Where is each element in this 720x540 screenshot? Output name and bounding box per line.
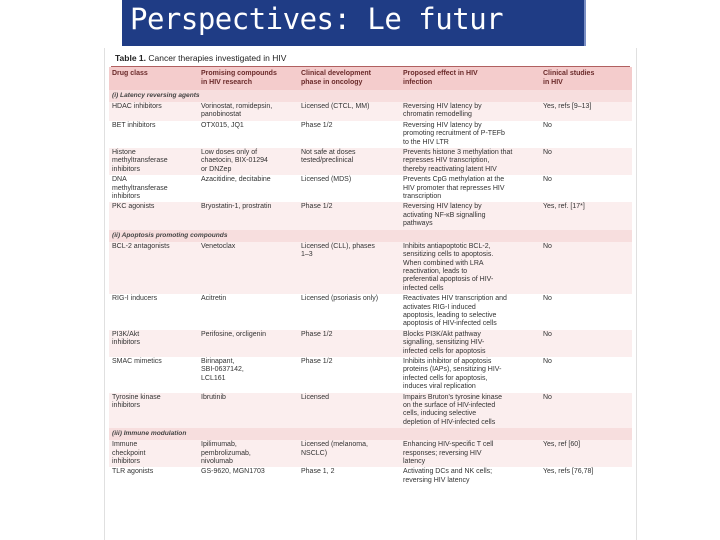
section-row xyxy=(109,90,632,102)
cell-compounds: Birinapant, SBI-0637142, LCL161 xyxy=(198,357,298,393)
table-caption-text: Cancer therapies investigated in HIV xyxy=(148,53,287,63)
table-row xyxy=(109,242,632,294)
table-body xyxy=(109,90,632,486)
section-row xyxy=(109,428,632,440)
cell-compounds: Vorinostat, romidepsin, panobinostat xyxy=(198,102,298,121)
cell-compounds: GS-9620, MGN1703 xyxy=(198,467,298,486)
cell-proposed-effect: Activating DCs and NK cells; reversing HIV latency xyxy=(400,467,540,486)
section-title: (ii) Apoptosis promoting compounds xyxy=(109,230,632,242)
table-row xyxy=(109,294,632,330)
section-row xyxy=(109,230,632,242)
cell-drug-class: PI3K/Akt inhibitors xyxy=(109,330,198,357)
cell-proposed-effect: Prevents histone 3 methylation that represses HIV transcription, thereby reactivating latent HIV xyxy=(400,148,540,175)
cell-proposed-effect: Impairs Bruton's tyrosine kinase on the surface of HIV-infected cells, inducing selective depletion of HIV-infected cells xyxy=(400,393,540,429)
cell-clinical-studies: Yes, ref [60] xyxy=(540,440,632,467)
cell-compounds: Venetoclax xyxy=(198,242,298,294)
cell-clinical-phase: Phase 1/2 xyxy=(298,330,400,357)
table-row xyxy=(109,330,632,357)
cell-compounds: Acitretin xyxy=(198,294,298,330)
cell-drug-class: BCL-2 antagonists xyxy=(109,242,198,294)
cell-clinical-studies: No xyxy=(540,357,632,393)
cell-clinical-phase: Phase 1, 2 xyxy=(298,467,400,486)
table-row xyxy=(109,121,632,148)
cell-compounds: Ipilimumab, pembrolizumab, nivolumab xyxy=(198,440,298,467)
cell-proposed-effect: Prevents CpG methylation at the HIV promoter that represses HIV transcription xyxy=(400,175,540,202)
cell-compounds: Low doses only of chaetocin, BIX-01294 or DNZep xyxy=(198,148,298,175)
cell-clinical-studies: No xyxy=(540,148,632,175)
cell-proposed-effect: Reversing HIV latency by chromatin remodelling xyxy=(400,102,540,121)
cell-clinical-phase: Licensed (melanoma, NSCLC) xyxy=(298,440,400,467)
cell-proposed-effect: Inhibits antiapoptotic BCL-2, sensitizing cells to apoptosis. When combined with LRA reactivation, leads to preferential apoptosis of HIV- infected cells xyxy=(400,242,540,294)
table-row xyxy=(109,357,632,393)
table-caption-label: Table 1. xyxy=(115,53,147,63)
cell-drug-class: DNA methyltransferase inhibitors xyxy=(109,175,198,202)
cell-clinical-phase: Phase 1/2 xyxy=(298,202,400,229)
cell-proposed-effect: Reversing HIV latency by activating NF-κB signalling pathways xyxy=(400,202,540,229)
cell-drug-class: BET inhibitors xyxy=(109,121,198,148)
cell-drug-class: SMAC mimetics xyxy=(109,357,198,393)
cell-clinical-phase: Not safe at doses tested/preclinical xyxy=(298,148,400,175)
cell-drug-class: Immune checkpoint inhibitors xyxy=(109,440,198,467)
header-compounds: Promising compounds in HIV research xyxy=(198,67,298,90)
table-row xyxy=(109,102,632,121)
cell-proposed-effect: Inhibits inhibitor of apoptosis proteins (IAPs), sensitizing HIV- infected cells for apoptosis, induces viral replication xyxy=(400,357,540,393)
cell-clinical-studies: Yes, refs [76,78] xyxy=(540,467,632,486)
table-row xyxy=(109,467,632,486)
cell-clinical-studies: No xyxy=(540,294,632,330)
table-row xyxy=(109,202,632,229)
section-title: (iii) Immune modulation xyxy=(109,428,632,440)
header-clinical-phase: Clinical development phase in oncology xyxy=(298,67,400,90)
cell-drug-class: HDAC inhibitors xyxy=(109,102,198,121)
cell-drug-class: Histone methyltransferase inhibitors xyxy=(109,148,198,175)
cell-clinical-studies: Yes, ref. [17*] xyxy=(540,202,632,229)
cell-compounds: Azacitidine, decitabine xyxy=(198,175,298,202)
header-drug-class: Drug class xyxy=(109,67,198,90)
header-clinical-studies: Clinical studies in HIV xyxy=(540,67,632,90)
document-page xyxy=(104,48,637,540)
cell-proposed-effect: Reversing HIV latency by promoting recruitment of P-TEFb to the HIV LTR xyxy=(400,121,540,148)
slide-title: Perspectives: Le futur xyxy=(130,2,504,36)
cell-compounds: Ibrutinib xyxy=(198,393,298,429)
table-row xyxy=(109,175,632,202)
cell-clinical-studies: No xyxy=(540,393,632,429)
table-header xyxy=(109,67,632,90)
cell-clinical-phase: Phase 1/2 xyxy=(298,121,400,148)
cell-clinical-phase: Licensed (CTCL, MM) xyxy=(298,102,400,121)
cell-drug-class: TLR agonists xyxy=(109,467,198,486)
section-title: (i) Latency reversing agents xyxy=(109,90,632,102)
cell-compounds: Perifosine, orcligenin xyxy=(198,330,298,357)
header-proposed-effect: Proposed effect in HIV infection xyxy=(400,67,540,90)
table-caption xyxy=(115,53,286,63)
cell-drug-class: RIG-I inducers xyxy=(109,294,198,330)
cell-compounds: OTX015, JQ1 xyxy=(198,121,298,148)
table-row xyxy=(109,393,632,429)
therapies-table xyxy=(109,67,632,486)
cell-clinical-studies: No xyxy=(540,121,632,148)
header-row xyxy=(109,67,632,90)
cell-compounds: Bryostatin-1, prostratin xyxy=(198,202,298,229)
table-row xyxy=(109,440,632,467)
cell-clinical-studies: No xyxy=(540,330,632,357)
cell-clinical-studies: Yes, refs [9–13] xyxy=(540,102,632,121)
cell-drug-class: Tyrosine kinase inhibitors xyxy=(109,393,198,429)
cell-proposed-effect: Blocks PI3K/Akt pathway signalling, sensitizing HIV- infected cells for apoptosis xyxy=(400,330,540,357)
cell-proposed-effect: Reactivates HIV transcription and activates RIG-I induced apoptosis, leading to selective apoptosis of HIV-infected cells xyxy=(400,294,540,330)
table-row xyxy=(109,148,632,175)
cell-clinical-phase: Licensed (MDS) xyxy=(298,175,400,202)
cell-drug-class: PKC agonists xyxy=(109,202,198,229)
cell-clinical-studies: No xyxy=(540,175,632,202)
cell-clinical-studies: No xyxy=(540,242,632,294)
cell-proposed-effect: Enhancing HIV-specific T cell responses; reversing HIV latency xyxy=(400,440,540,467)
cell-clinical-phase: Phase 1/2 xyxy=(298,357,400,393)
cell-clinical-phase: Licensed (CLL), phases 1–3 xyxy=(298,242,400,294)
cell-clinical-phase: Licensed xyxy=(298,393,400,429)
cell-clinical-phase: Licensed (psoriasis only) xyxy=(298,294,400,330)
